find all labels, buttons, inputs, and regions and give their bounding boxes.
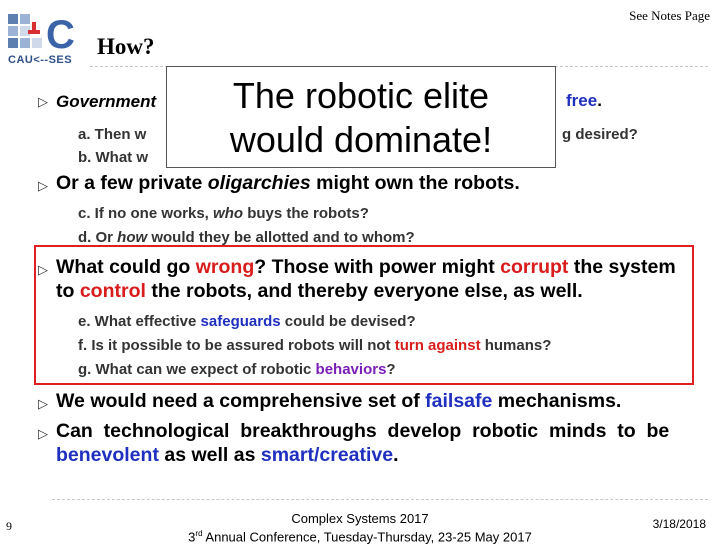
- sub-c-post: buys the robots?: [243, 205, 369, 222]
- sub-b-text: b. What w: [78, 149, 148, 166]
- wrong-post: the system: [568, 256, 676, 278]
- bullet-wrong-line2: [56, 280, 583, 303]
- breakthroughs-period: .: [393, 444, 399, 466]
- conf-ordinal: 3: [188, 529, 196, 544]
- bullet-arrow-icon: ▷: [38, 262, 48, 277]
- failsafe-keyword: failsafe: [425, 390, 493, 412]
- sub-g-post: ?: [386, 361, 396, 378]
- oligarchies-keyword: oligarchies: [207, 172, 311, 194]
- conference-info: [180, 511, 540, 544]
- failsafe-post: mechanisms.: [492, 390, 622, 412]
- bullet-arrow-icon: ▷: [38, 396, 48, 411]
- wrong-mid: ? Those with power might: [254, 256, 501, 278]
- sub-e: [78, 313, 416, 331]
- benevolent-keyword: benevolent: [56, 444, 159, 466]
- sub-f-pre: f. Is it possible to be assured robots will not: [78, 337, 395, 354]
- callout-line-2: would dominate!: [229, 119, 493, 160]
- behaviors-keyword: behaviors: [315, 361, 387, 378]
- wrong-keyword: wrong: [195, 256, 255, 278]
- control-pre: to: [56, 280, 80, 302]
- sub-f: [78, 337, 551, 355]
- sub-a-tail: g desired?: [562, 126, 638, 143]
- bullet-arrow-icon: ▷: [38, 94, 48, 109]
- sub-c-pre: c. If no one works,: [78, 205, 214, 222]
- sub-a-text: a. Then w: [78, 126, 147, 143]
- sub-c: [78, 205, 369, 223]
- bullet-breakthroughs-line1: Can technological breakthroughs develop robotic minds to be: [56, 420, 670, 442]
- bullet-government: [56, 90, 156, 113]
- bullet-government-tail: [566, 89, 602, 112]
- bullet-breakthroughs-line2: [56, 444, 399, 467]
- sub-d-post: would they be allotted and to whom?: [147, 229, 415, 246]
- logo-text: CAU<--SES: [8, 54, 73, 66]
- see-notes-label: See Notes Page: [629, 8, 710, 23]
- logo: [6, 8, 90, 68]
- sub-e-post: could be devised?: [280, 313, 416, 330]
- bullet-oligarchies: [56, 172, 520, 195]
- sub-e-pre: e. What effective: [78, 313, 201, 330]
- failsafe-pre: We would need a comprehensive set of: [56, 390, 426, 412]
- slide-title: How?: [97, 34, 155, 59]
- control-keyword: control: [79, 280, 146, 302]
- callout-popup: [166, 66, 556, 168]
- slide-date: 3/18/2018: [652, 517, 706, 531]
- footer-divider: [52, 499, 708, 500]
- sub-d-pre: d. Or: [78, 229, 118, 246]
- callout-line-1: The robotic elite: [232, 75, 490, 116]
- bullet-wrong-line1: [56, 256, 676, 279]
- oligarchies-pre: Or a few private: [56, 172, 208, 194]
- conf-ordinal-suffix: rd: [195, 529, 203, 538]
- sub-f-post: humans?: [480, 337, 552, 354]
- bullet-arrow-icon: ▷: [38, 426, 48, 441]
- how-keyword: how: [117, 229, 148, 246]
- conference-title: Complex Systems 2017: [291, 511, 429, 526]
- safeguards-keyword: safeguards: [200, 313, 281, 330]
- benevolent-mid: as well as: [158, 444, 261, 466]
- government-text: Government: [56, 92, 157, 111]
- bullet-arrow-icon: ▷: [38, 178, 48, 193]
- corrupt-keyword: corrupt: [500, 256, 569, 278]
- smart-creative-keyword: smart/creative: [260, 444, 394, 466]
- svg-text:C: C: [46, 13, 75, 56]
- bullet-failsafe: [56, 390, 621, 413]
- wrong-pre: What could go: [56, 256, 196, 278]
- conf-rest: Annual Conference, Tuesday-Thursday, 23-25 May 2017: [202, 529, 532, 544]
- control-post: the robots, and thereby everyone else, as well.: [145, 280, 583, 302]
- who-keyword: who: [213, 205, 244, 222]
- turn-against-keyword: turn against: [394, 337, 481, 354]
- conference-details: [180, 526, 540, 544]
- sub-g: [78, 361, 396, 379]
- sub-g-pre: g. What can we expect of robotic: [78, 361, 316, 378]
- oligarchies-post: might own the robots.: [310, 172, 520, 194]
- free-keyword: free: [566, 91, 598, 110]
- logo-graphic: [6, 8, 90, 56]
- page-number: 9: [6, 519, 12, 533]
- free-period: .: [597, 91, 602, 110]
